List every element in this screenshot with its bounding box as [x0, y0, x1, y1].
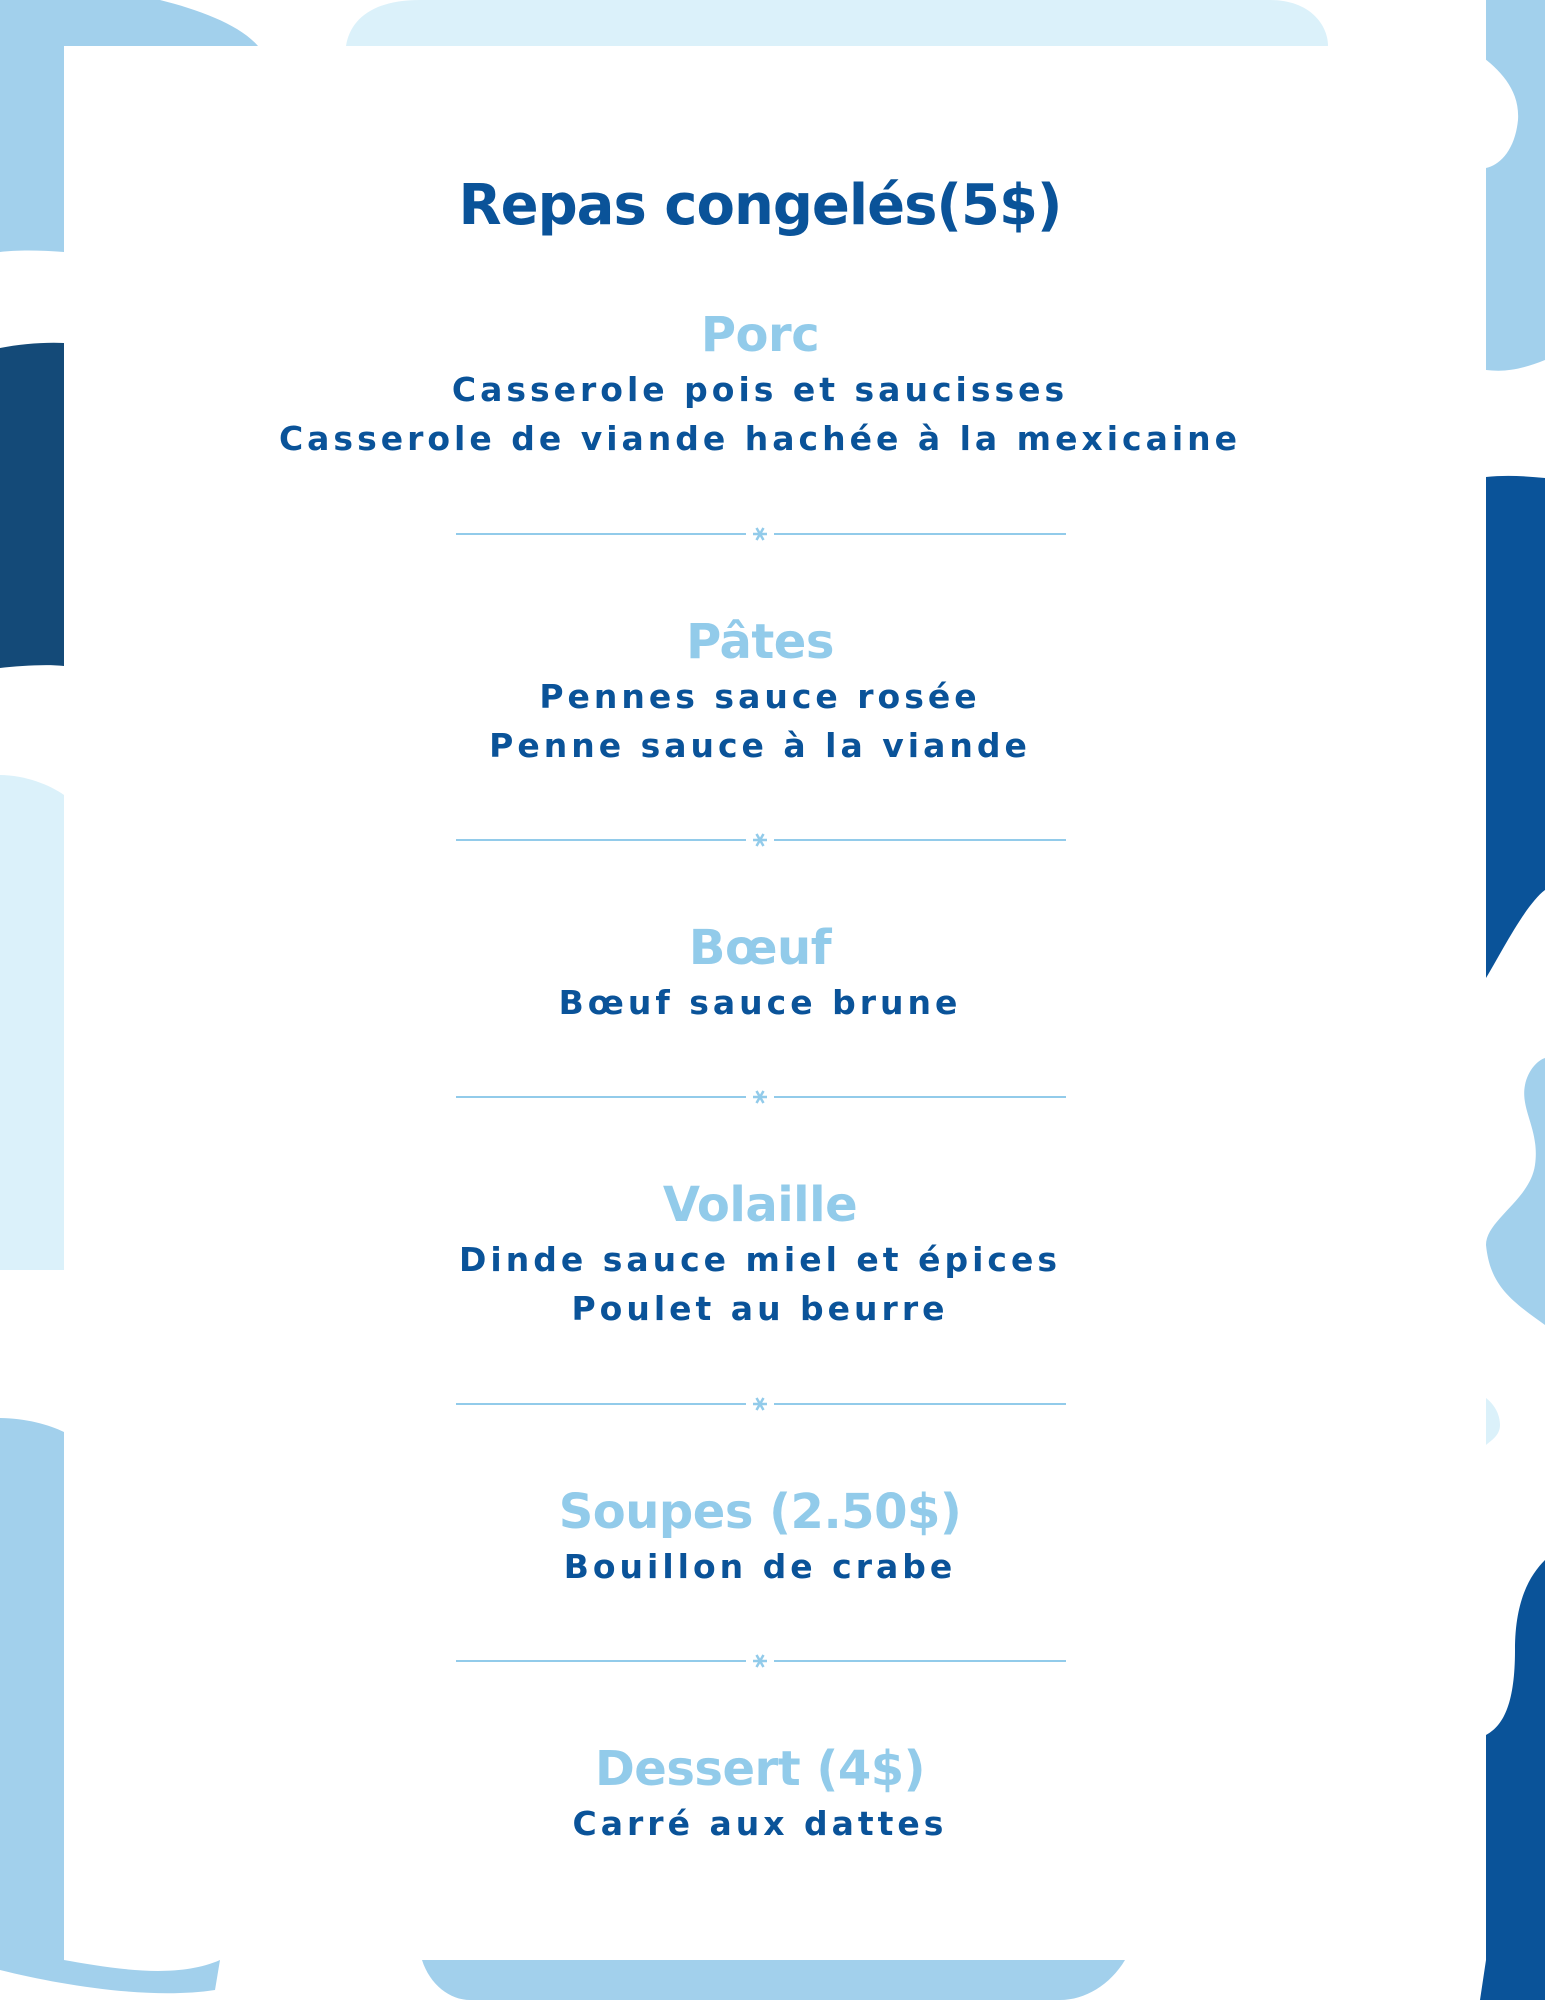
menu-item: Casserole de viande hachée à la mexicaine [278, 419, 1242, 458]
category-heading: Porc [700, 307, 820, 363]
section-divider [456, 1650, 1066, 1672]
menu-title: Repas congelés(5$) [458, 173, 1062, 238]
section-divider [456, 523, 1066, 545]
decor-shape-bottom-center [422, 1960, 1125, 2000]
menu-item: Poulet au beurre [571, 1289, 949, 1328]
category-heading: Soupes (2.50$) [558, 1484, 962, 1540]
category-heading: Pâtes [686, 614, 834, 670]
menu-item: Bouillon de crabe [563, 1547, 957, 1586]
snowflake-icon [753, 834, 767, 846]
section-divider [456, 1086, 1066, 1108]
menu-item: Casserole pois et saucisses [451, 370, 1069, 409]
category-heading: Volaille [662, 1177, 858, 1233]
section-pates [0, 612, 1520, 770]
snowflake-icon [753, 528, 767, 540]
section-divider [456, 829, 1066, 851]
section-volaille [0, 1175, 1520, 1333]
snowflake-icon [753, 1398, 767, 1410]
menu-item: Penne sauce à la viande [489, 726, 1031, 765]
snowflake-icon [753, 1091, 767, 1103]
menu-item: Pennes sauce rosée [539, 677, 981, 716]
menu-item: Carré aux dattes [572, 1804, 948, 1843]
menu-item: Dinde sauce miel et épices [459, 1240, 1061, 1279]
section-porc [0, 305, 1520, 463]
menu-item: Bœuf sauce brune [558, 983, 962, 1022]
snowflake-icon [753, 1655, 767, 1667]
section-soupes [0, 1482, 1520, 1591]
section-divider [456, 1393, 1066, 1415]
category-heading: Bœuf [688, 920, 832, 976]
decor-shape-right-small [1486, 1398, 1500, 1445]
category-heading: Dessert (4$) [594, 1741, 926, 1797]
section-dessert [0, 1739, 1520, 1848]
decor-shape-top-center [346, 0, 1328, 46]
section-boeuf [0, 918, 1520, 1027]
